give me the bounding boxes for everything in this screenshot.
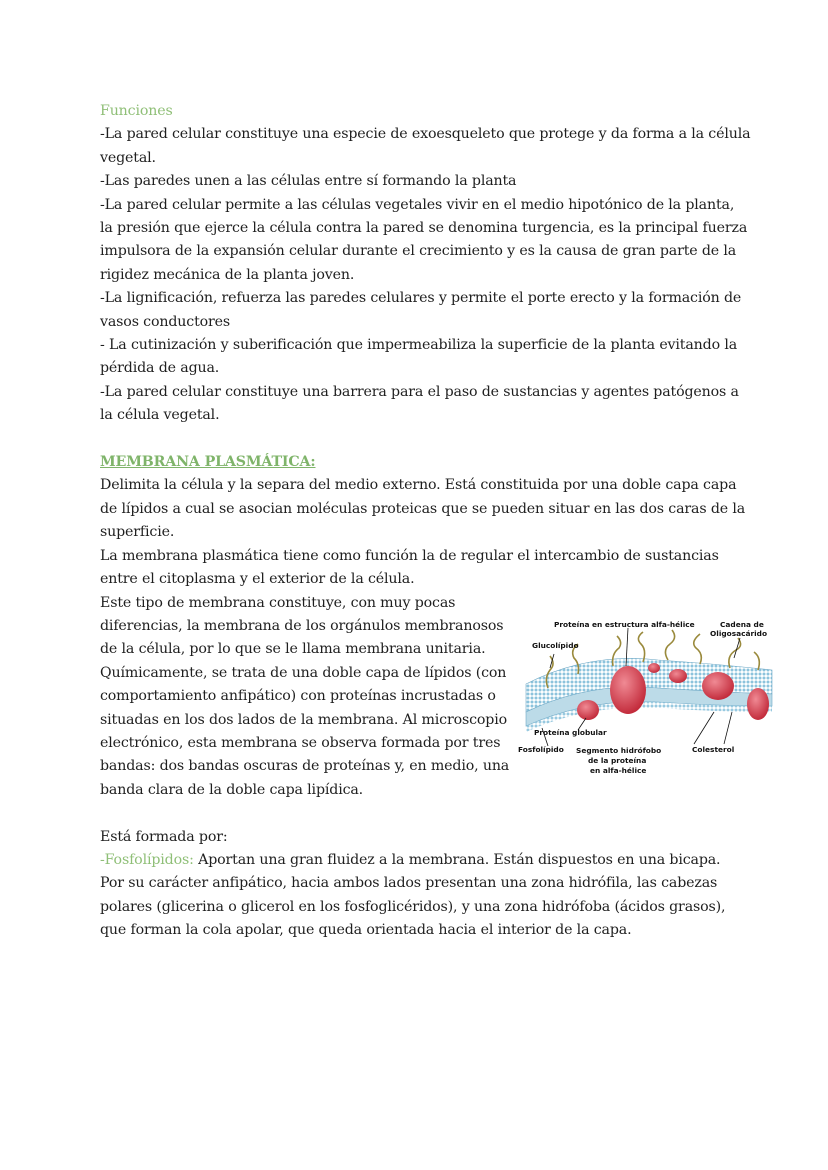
label-segmento-3: en alfa-hélice: [590, 766, 647, 775]
funciones-line: la presión que ejerce la célula contra la pared se denomina turgencia, es la principal fuerza: [100, 220, 748, 237]
membrana-line: bandas: dos bandas oscuras de proteínas y, en medio, una: [100, 758, 510, 775]
funciones-heading: Funciones: [100, 103, 173, 119]
label-cadena-2: Oligosacárido: [710, 629, 768, 638]
label-glucolipido: Glucolípido: [532, 641, 579, 650]
fosfolipidos-text: Aportan una gran fluidez a la membrana. Están dispuestos en una bicapa.: [193, 851, 721, 868]
protein-icon: [747, 688, 769, 720]
membrana-line: de lípidos a cual se asocian moléculas proteicas que se pueden situar en las dos caras de la: [100, 500, 746, 517]
oligosaccharide-chain-icon: [694, 634, 702, 664]
membrana-line: diferencias, la membrana de los orgánulos membranosos: [100, 617, 504, 634]
membrana-line: comportamiento anfipático) con proteínas incrustadas o: [100, 688, 496, 705]
membrane-diagram: [518, 612, 780, 782]
pointer-line: [724, 712, 732, 744]
funciones-line: - La cutinización y suberificación que impermeabiliza la superficie de la planta evitando la: [100, 337, 738, 354]
funciones-line: la célula vegetal.: [100, 407, 220, 424]
membrana-line: Químicamente, se trata de una doble capa de lípidos (con: [100, 664, 507, 681]
fosfolipidos-term: -Fosfolípidos:: [100, 851, 194, 868]
funciones-line: vegetal.: [100, 149, 156, 166]
protein-icon: [648, 663, 660, 673]
protein-icon: [577, 700, 599, 720]
label-proteina-globular: Proteína globular: [534, 728, 607, 737]
formada-line: que forman la cola apolar, que queda orientada hacia el interior de la capa.: [100, 922, 632, 939]
funciones-line: -La lignificación, refuerza las paredes celulares y permite el porte erecto y la formación de: [100, 290, 742, 307]
label-cadena-1: Cadena de: [720, 620, 764, 629]
label-proteina-alfa: Proteína en estructura alfa-hélice: [554, 620, 695, 629]
funciones-line: -La pared celular constituye una barrera para el paso de sustancias y agentes patógenos a: [100, 383, 739, 400]
funciones-line: rigidez mecánica de la planta joven.: [100, 266, 355, 283]
formada-line: polares (glicerina o glicerol en los fosfoglicéridos), y una zona hidrófoba (ácidos grasos),: [100, 898, 726, 915]
formada-intro: Está formada por:: [100, 828, 228, 845]
membrana-line: Este tipo de membrana constituye, con muy pocas: [100, 594, 456, 611]
funciones-line: -Las paredes unen a las células entre sí formando la planta: [100, 173, 517, 190]
protein-icon: [702, 672, 734, 700]
formada-line: Por su carácter anfipático, hacia ambos lados presentan una zona hidrófila, las cabezas: [100, 875, 718, 892]
funciones-line: pérdida de agua.: [100, 360, 220, 377]
oligosaccharide-chain-icon: [638, 632, 644, 662]
label-fosfolipido: Fosfolípido: [518, 745, 564, 754]
oligosaccharide-chain-icon: [754, 652, 759, 670]
fosfolipidos-line: [100, 849, 740, 872]
membrana-line: superficie.: [100, 524, 175, 541]
funciones-line: -La pared celular constituye una especie de exoesqueleto que protege y da forma a la célula: [100, 126, 751, 143]
pointer-line: [694, 712, 714, 744]
membrana-line: electrónico, esta membrana se observa formada por tres: [100, 734, 501, 751]
protein-icon: [610, 666, 646, 714]
funciones-line: vasos conductores: [100, 313, 231, 330]
membrana-line: entre el citoplasma y el exterior de la célula.: [100, 571, 415, 588]
label-segmento-1: Segmento hidrófobo: [576, 746, 662, 755]
funciones-line: impulsora de la expansión celular durante el crecimiento y es la causa de gran parte de la: [100, 243, 737, 260]
membrana-line: banda clara de la doble capa lipídica.: [100, 781, 364, 798]
label-colesterol: Colesterol: [692, 745, 735, 754]
membrana-heading: MEMBRANA PLASMÁTICA:: [100, 454, 316, 471]
membrana-line: situadas en los dos lados de la membrana. Al microscopio: [100, 711, 508, 728]
membrana-line: Delimita la célula y la separa del medio externo. Está constituida por una doble capa capa: [100, 477, 737, 494]
funciones-line: -La pared celular permite a las células vegetales vivir en el medio hipotónico de la planta,: [100, 196, 735, 213]
membrane-diagram-svg: [518, 612, 780, 782]
membrana-line: de la célula, por lo que se le llama membrana unitaria.: [100, 641, 486, 658]
label-segmento-2: de la proteína: [588, 756, 647, 765]
oligosaccharide-chain-icon: [665, 630, 674, 660]
membrana-line: La membrana plasmática tiene como función la de regular el intercambio de sustancias: [100, 547, 719, 564]
protein-icon: [669, 669, 687, 683]
